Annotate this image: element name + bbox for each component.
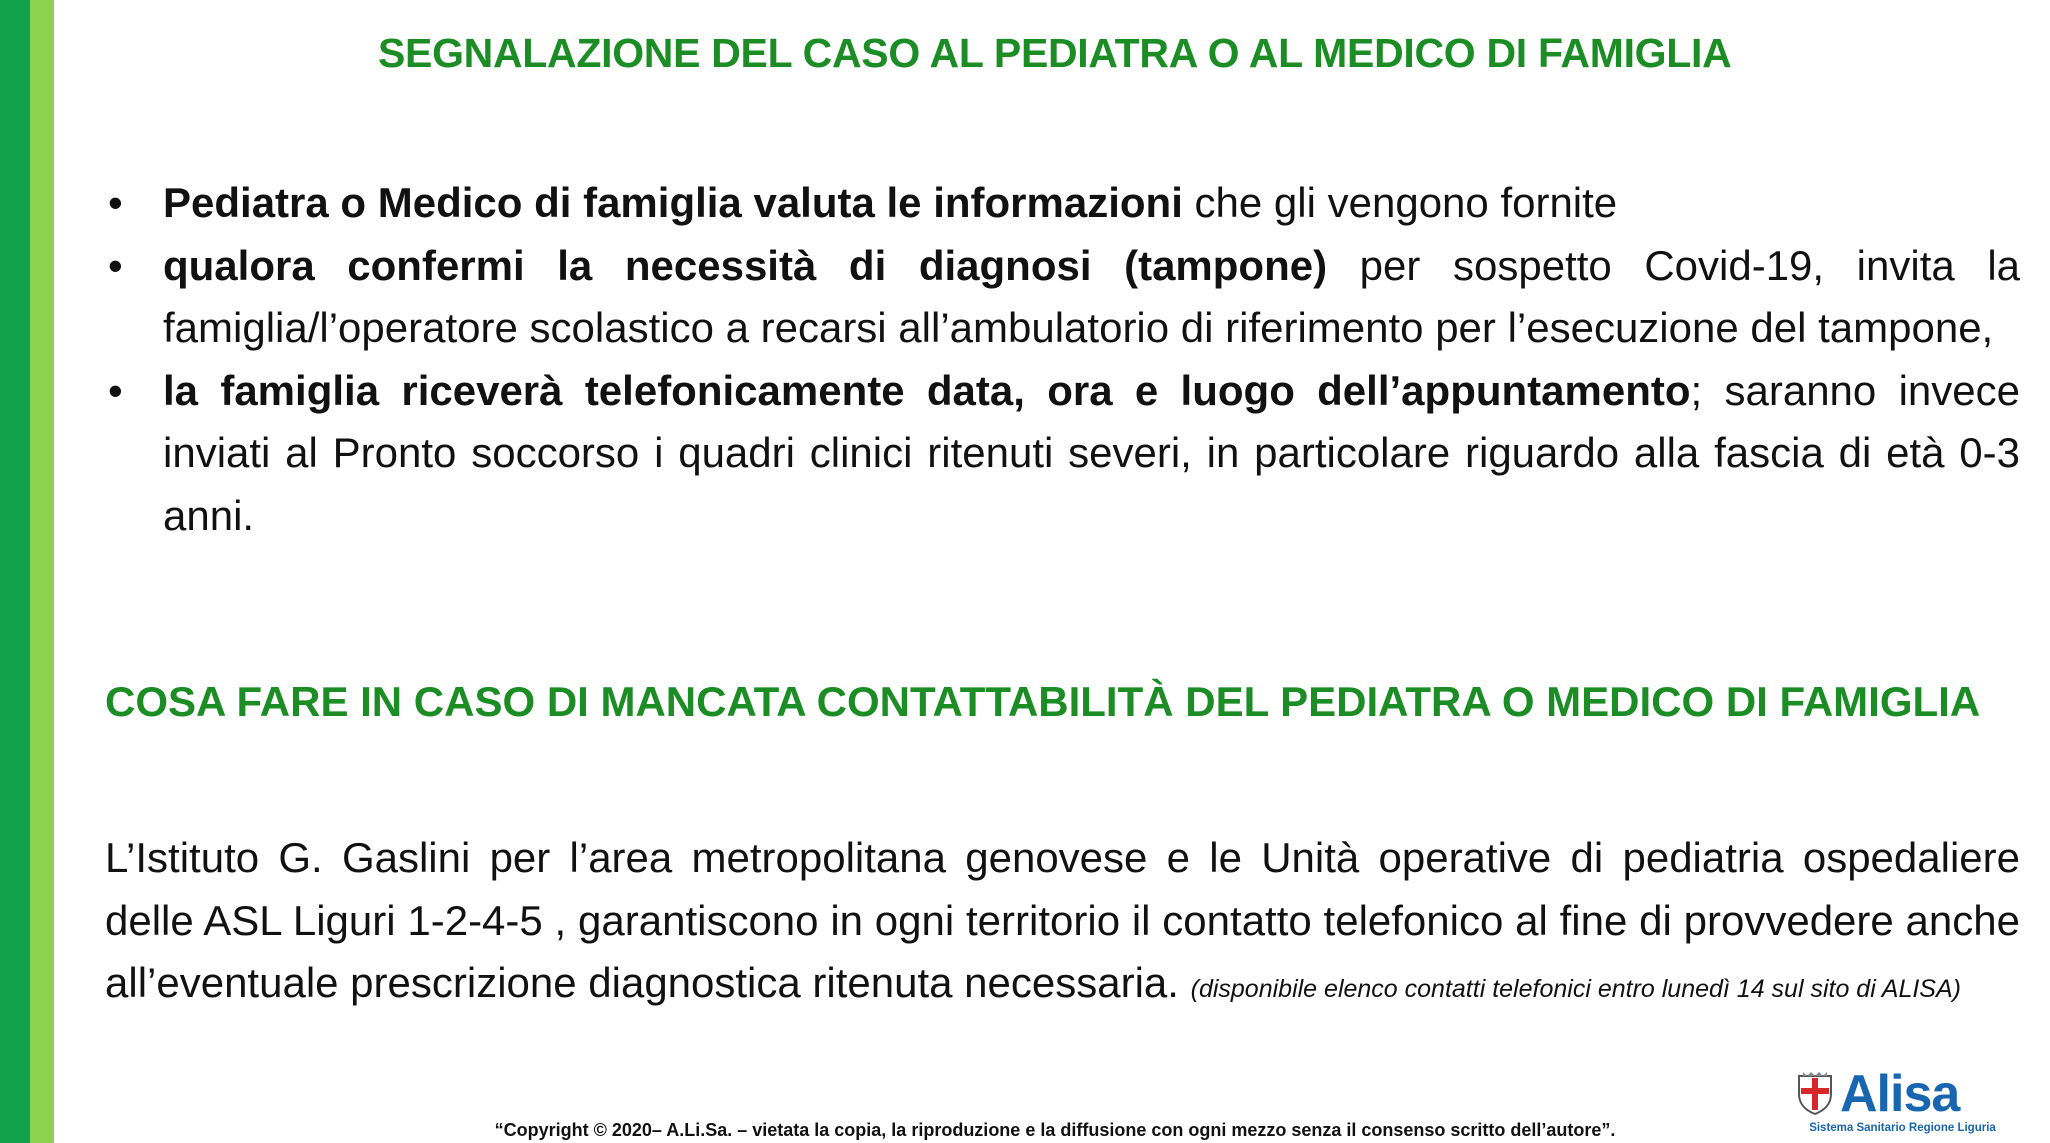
logo-subtitle: Sistema Sanitario Regione Liguria	[1809, 1122, 1996, 1134]
bullet-marker: •	[108, 241, 123, 289]
bullet-marker: •	[108, 179, 123, 226]
bullet-text: per sospetto Covid-19, invita la famiglia/l’operatore scolastico a recarsi all’ambulatorio di riferimento per l’esecuzione del tampone,	[163, 241, 2021, 351]
section-heading: COSA FARE IN CASO DI MANCATA CONTATTABILITÀ DEL PEDIATRA O MEDICO DI FAMIGLIA	[105, 678, 1981, 725]
paragraph-text: L’Istituto G. Gaslini per l’area metropolitana genovese e le Unità operative di pediatria ospedaliere delle ASL Liguri 1-2-4-5 , garantiscono in ogni territorio il contatto telefonico al fine di provvedere anche all’eventuale prescrizione diagnostica ritenuta necessaria.	[105, 834, 2020, 1006]
copyright-notice: “Copyright © 2020– A.Li.Sa. – vietata la copia, la riproduzione e la diffusione con ogni mezzo senza il consenso scritto dell’autore”.	[494, 1120, 1616, 1140]
bullet-text: che gli vengono fornite	[1182, 179, 1618, 226]
regional-crest-icon	[1795, 1070, 1835, 1116]
bullet-marker: •	[108, 366, 123, 414]
bullet-text: ; saranno invece inviati al Pronto soccorso i quadri clinici ritenuti severi, in particolare riguardo alla fascia di età 0-3 anni.	[163, 366, 2020, 539]
bullet-item	[100, 360, 2020, 548]
alisa-logo	[1795, 1065, 2010, 1138]
slide-title: SEGNALAZIONE DEL CASO AL PEDIATRA O AL MEDICO DI FAMIGLIA	[378, 30, 1732, 76]
logo-wordmark: Alisa	[1840, 1065, 1960, 1123]
paragraph-note: (disponibile elenco contatti telefonici entro lunedì 14 sul sito di ALISA)	[1190, 975, 1961, 1003]
bullet-bold-text: qualora confermi la necessità di diagnosi (tampone)	[163, 241, 1328, 289]
left-accent-bar-light	[30, 0, 54, 1143]
bullet-bold-text: Pediatra o Medico di famiglia valuta le informazioni	[163, 179, 1183, 226]
bullet-item	[100, 172, 2020, 235]
bullet-bold-text: la famiglia riceverà telefonicamente data, ora e luogo dell’appuntamento	[163, 366, 1691, 414]
body-paragraph	[105, 827, 2020, 1015]
bullet-item	[100, 235, 2020, 360]
left-accent-bar-dark	[0, 0, 30, 1143]
bullet-list	[100, 172, 2020, 547]
